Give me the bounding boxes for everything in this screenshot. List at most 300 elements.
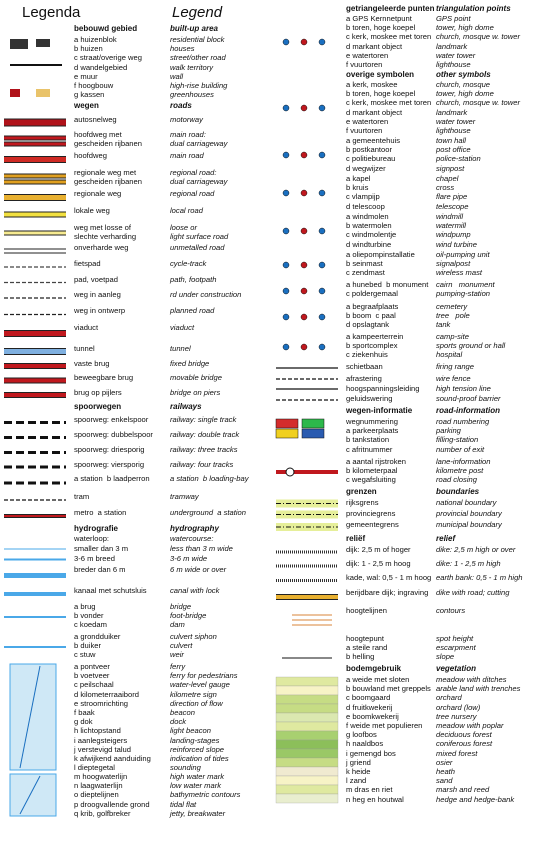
label-english-line: movable bridge xyxy=(170,373,222,382)
label-dutch-line: b tankstation xyxy=(346,435,390,445)
label-english xyxy=(436,606,556,615)
label-dutch xyxy=(74,445,170,454)
label-english xyxy=(170,290,272,299)
label-english-line: camp-site xyxy=(436,332,469,341)
legend-row-onverharde xyxy=(0,243,272,259)
label-english xyxy=(170,243,272,252)
symbol-graphic-dijk2 xyxy=(272,559,342,573)
label-english-line: triangulation points xyxy=(436,4,511,13)
label-english-line: town hall xyxy=(436,136,466,145)
label-dutch xyxy=(74,206,170,215)
label-dutch xyxy=(74,24,170,33)
label-dutch-line: f baak xyxy=(74,708,95,718)
label-english xyxy=(170,259,272,268)
label-dutch-line: e stroomrichting xyxy=(74,698,129,708)
label-dutch-line: g kassen xyxy=(74,90,105,100)
legend-symbol-kade xyxy=(272,573,346,588)
label-dutch-line: viaduct xyxy=(74,323,99,332)
label-english-line: railway: single track xyxy=(170,415,237,424)
label-english xyxy=(436,384,556,393)
symbol-graphic-kade xyxy=(272,573,342,588)
legend-symbol-duiker xyxy=(0,632,74,662)
label-dutch-line: hoogspanningsleiding xyxy=(346,384,420,393)
label-dutch-line: rijksgrens xyxy=(346,498,379,507)
label-english-line: spot height xyxy=(436,634,474,643)
legend-column-right xyxy=(272,4,556,805)
label-english-line: road-information xyxy=(436,406,500,415)
legend-row-bebouwd-items xyxy=(0,35,272,101)
symbol-graphic-hoog xyxy=(0,772,70,818)
label-english-line: osier xyxy=(436,757,453,767)
label-english-line: culvert siphon xyxy=(170,632,217,641)
legend-symbol-hoogsp xyxy=(272,384,346,394)
label-english-line: provincial boundary xyxy=(436,509,502,518)
label-dutch xyxy=(346,457,436,485)
label-english xyxy=(170,168,272,186)
label-dutch-line: m dras en riet xyxy=(346,785,393,795)
label-english-line: main road: xyxy=(170,130,206,139)
symbol-graphic-w2 xyxy=(0,554,70,565)
label-dutch xyxy=(74,430,170,439)
symbol-graphic-gemgr xyxy=(272,520,342,534)
label-english-line: landmark xyxy=(436,41,468,51)
label-dutch-line: 3-6 m breed xyxy=(74,554,115,563)
symbol-graphic-station xyxy=(0,474,70,492)
label-english xyxy=(170,306,272,315)
label-english-line: houses xyxy=(170,44,195,54)
symbol-graphic-kapel xyxy=(272,174,342,212)
label-english-line: landmark xyxy=(436,107,468,117)
label-english-line: road numbering xyxy=(436,417,490,426)
symbol-graphic-vaste-brug xyxy=(0,359,70,373)
label-dutch-line: b boom c paal xyxy=(346,311,396,321)
label-dutch-line: b voetveer xyxy=(74,671,110,681)
label-english-line: bathymetric contours xyxy=(170,790,241,800)
symbol-graphic-hoogsp xyxy=(272,384,342,394)
label-english-line: walk territory xyxy=(170,62,214,72)
label-english-line: hedge and hedge-bank xyxy=(436,794,515,804)
legend-symbol-kapel xyxy=(272,174,346,212)
label-dutch-line: k heide xyxy=(346,767,371,777)
label-dutch-line: b vonder xyxy=(74,611,104,621)
label-english xyxy=(436,457,556,485)
label-english-line: railway: double track xyxy=(170,430,240,439)
label-dutch xyxy=(74,151,170,160)
symbol-graphic-rail3 xyxy=(0,445,70,460)
label-dutch-line: c poldergemaal xyxy=(346,289,398,299)
label-dutch-line: berijdbare dijk; ingraving xyxy=(346,588,429,597)
label-dutch-line: c wegafsluiting xyxy=(346,475,396,485)
legend-symbol-prov xyxy=(272,509,346,520)
label-english-line: rd under construction xyxy=(170,290,242,299)
label-dutch-line: d windturbine xyxy=(346,239,392,249)
label-dutch-line: f vuurtoren xyxy=(346,126,383,136)
label-dutch xyxy=(346,664,436,673)
label-english-line: watermill xyxy=(436,221,466,231)
label-english-line: bridge xyxy=(170,602,192,611)
label-english xyxy=(436,212,556,249)
header-dutch: Legenda xyxy=(22,4,81,21)
label-dutch-line: spoorweg: driesporig xyxy=(74,445,145,454)
label-english-line: tramway xyxy=(170,492,199,501)
legend-row-dijk2 xyxy=(272,559,556,573)
label-dutch-line: l dieptegetal xyxy=(74,763,115,773)
label-english-line: dual carriageway xyxy=(170,139,228,149)
legend-symbol-hoog xyxy=(0,772,74,818)
label-dutch xyxy=(74,243,170,252)
label-english-line: GPS point xyxy=(436,14,471,23)
legend-symbol-hoogte xyxy=(272,606,346,634)
symbol-graphic-rail4 xyxy=(0,460,70,474)
symbol-graphic-pont xyxy=(0,662,70,772)
section-relief xyxy=(272,534,556,545)
label-dutch-line: c vlampijp xyxy=(346,192,380,202)
legend-row-trig-items xyxy=(272,14,556,70)
legend-symbol-hoogtepunt xyxy=(272,634,346,664)
label-english-line: deciduous forest xyxy=(436,730,492,740)
label-dutch-line: vaste brug xyxy=(74,359,110,368)
label-dutch-line: spoorweg: viersporig xyxy=(74,460,145,469)
legend-symbol-aanleg xyxy=(0,290,74,306)
label-dutch-line: spoorweg: enkelspoor xyxy=(74,415,149,424)
label-english-line: signpost xyxy=(436,163,465,173)
label-dutch-line: h lichtopstand xyxy=(74,726,121,736)
label-dutch xyxy=(346,634,436,662)
legend-symbol-fietspad xyxy=(0,259,74,275)
label-english-line: police-station xyxy=(436,154,481,164)
label-dutch-line: i aanlegsteigers xyxy=(74,735,128,745)
label-dutch xyxy=(346,174,436,211)
label-english xyxy=(170,35,272,99)
label-dutch xyxy=(74,306,170,315)
label-english xyxy=(170,130,272,148)
label-english-line: dike: 1 - 2,5 m high xyxy=(436,559,501,568)
legend-symbol-trig-items xyxy=(272,14,346,70)
label-english xyxy=(170,565,272,574)
legend-row-rail1 xyxy=(0,415,272,430)
label-english-line: water tower xyxy=(436,116,476,126)
label-dutch xyxy=(346,332,436,360)
label-english-line: regional road xyxy=(170,189,215,198)
label-dutch-line: o dieptelijnen xyxy=(74,790,119,800)
label-dutch-line: b huizen xyxy=(74,44,103,54)
legend-symbol-rail3 xyxy=(0,445,74,460)
label-dutch-line: regionale weg xyxy=(74,189,122,198)
label-dutch-line: b seinmast xyxy=(346,259,383,269)
legend-row-hunebed xyxy=(272,280,556,302)
label-english-line: water-level gauge xyxy=(170,680,230,690)
label-english-line: planned road xyxy=(170,306,215,315)
label-dutch xyxy=(74,415,170,424)
label-english-line: sounding xyxy=(170,763,201,773)
legend-row-afrast xyxy=(272,374,556,384)
label-english-line: low water mark xyxy=(170,781,222,791)
label-english-line: regional road: xyxy=(170,168,217,177)
label-english-line: wireless mast xyxy=(436,268,482,278)
label-english xyxy=(170,445,272,454)
legend-row-kanaal xyxy=(0,586,272,602)
legend-symbol-weginfo-items xyxy=(272,417,346,457)
label-english xyxy=(436,70,556,79)
label-english-line: flare pipe xyxy=(436,192,468,202)
label-dutch-line: waterloop: xyxy=(74,534,110,543)
label-english xyxy=(436,250,556,278)
label-english-line: orchard (low) xyxy=(436,702,481,712)
label-dutch-line: c windmolentje xyxy=(346,230,397,240)
label-dutch-line: metro a station xyxy=(74,508,127,517)
label-dutch xyxy=(346,417,436,454)
label-dutch-line: i gemengd bos xyxy=(346,748,396,758)
legend-row-hoofdweg-gesch xyxy=(0,130,272,151)
label-english-line: dual carriageway xyxy=(170,177,228,187)
label-english xyxy=(170,344,272,353)
legend-symbol-onverharde xyxy=(0,243,74,259)
label-english xyxy=(436,406,556,415)
symbol-graphic-duiker xyxy=(0,632,70,662)
label-dutch xyxy=(346,250,436,278)
label-dutch xyxy=(346,70,436,79)
legend-row-waterloop xyxy=(0,534,272,544)
label-dutch xyxy=(74,402,170,411)
label-english-line: sound-proof barrier xyxy=(436,394,501,403)
label-dutch-line: p droogvallende grond xyxy=(74,799,150,809)
label-english-line: church, mosque w. tower xyxy=(436,98,520,108)
label-english-line: firing range xyxy=(436,362,474,371)
label-dutch-line: hoogtepunt xyxy=(346,634,385,643)
label-dutch xyxy=(346,212,436,249)
label-dutch-line: a GPS Kernnetpunt xyxy=(346,14,412,23)
label-dutch-line: dijk: 2,5 m of hoger xyxy=(346,545,411,554)
label-dutch-line: fietspad xyxy=(74,259,101,268)
label-dutch xyxy=(74,662,170,772)
legend-symbol-regionale xyxy=(0,189,74,206)
label-english xyxy=(436,520,556,529)
legend-row-kade xyxy=(272,573,556,588)
label-dutch-line: e muur xyxy=(74,71,98,81)
legend-symbol-bodem xyxy=(272,664,346,675)
label-dutch-line: autosnelweg xyxy=(74,115,117,124)
label-english xyxy=(170,275,272,284)
label-english-line: less than 3 m wide xyxy=(170,544,233,553)
label-english-line: boundaries xyxy=(436,487,480,496)
label-dutch-line: grenzen xyxy=(346,487,377,496)
label-english-line: sand xyxy=(436,776,453,786)
label-dutch-line: hoogtelijnen xyxy=(346,606,387,615)
legend-symbol-gemgr xyxy=(272,520,346,534)
label-english-line: windmill xyxy=(436,212,464,221)
legend-symbol-grenzen xyxy=(272,487,346,498)
label-english-line: cross xyxy=(436,183,455,193)
label-dutch-line: weg in ontwerp xyxy=(74,306,126,315)
label-dutch-line: g dok xyxy=(74,717,93,727)
label-dutch-line: a weide met sloten xyxy=(346,675,410,684)
label-english-line: water tower xyxy=(436,50,476,60)
label-dutch xyxy=(74,524,170,533)
legend-symbol-regionale-gesch xyxy=(0,168,74,189)
label-dutch-line: smaller dan 3 m xyxy=(74,544,129,553)
label-dutch-line: wegnummering xyxy=(346,417,398,426)
label-english-line: signalpost xyxy=(436,259,471,269)
label-english-line: canal with lock xyxy=(170,586,220,595)
label-dutch-line: c kerk, moskee met toren xyxy=(346,98,432,108)
legend-column-left xyxy=(0,24,272,818)
label-dutch-line: c politiebureau xyxy=(346,154,396,164)
label-dutch-line: a oliepompinstallatie xyxy=(346,250,415,259)
label-dutch-line: brug op pijlers xyxy=(74,388,122,397)
legend-symbol-bodem-items xyxy=(272,675,346,805)
symbol-graphic-brug-items xyxy=(0,602,70,632)
legend-row-fietspad xyxy=(0,259,272,275)
label-english xyxy=(436,509,556,518)
label-dutch-line: a grondduiker xyxy=(74,632,121,641)
label-dutch xyxy=(74,115,170,124)
legend-row-regionale xyxy=(0,189,272,206)
label-dutch-line: a begraafplaats xyxy=(346,302,399,311)
symbol-graphic-ontwerp xyxy=(0,306,70,323)
legend-row-bodem-items xyxy=(272,675,556,805)
symbol-graphic-dijk1 xyxy=(272,545,342,559)
symbol-graphic-hoofdweg-gesch xyxy=(0,130,70,151)
label-dutch xyxy=(346,374,436,383)
label-dutch-line: gemeentegrens xyxy=(346,520,399,529)
label-dutch-line: c zendmast xyxy=(346,268,385,278)
label-dutch-line: a steile rand xyxy=(346,643,388,653)
section-wegen xyxy=(0,101,272,115)
label-english xyxy=(436,174,556,211)
legend-symbol-pad xyxy=(0,275,74,290)
legend-row-gemgr xyxy=(272,520,556,534)
label-english xyxy=(170,772,272,818)
legend-row-schiet xyxy=(272,362,556,374)
legend-row-rail3 xyxy=(0,445,272,460)
symbol-graphic-trig-items xyxy=(272,14,342,70)
symbol-graphic-regionale-gesch xyxy=(0,168,70,189)
label-english-line: number of exit xyxy=(436,444,485,454)
label-dutch xyxy=(346,406,436,415)
legend-symbol-spoorwegen xyxy=(0,402,74,415)
label-dutch xyxy=(346,588,436,597)
label-dutch xyxy=(74,565,170,574)
label-english-line: arable land with trenches xyxy=(436,684,521,694)
label-dutch-line: g loofbos xyxy=(346,730,377,740)
label-english-line: heath xyxy=(436,767,456,777)
label-dutch xyxy=(74,275,170,284)
label-english-line: ferry for pedestrians xyxy=(170,671,238,681)
label-english-line: path, footpath xyxy=(170,275,217,284)
label-english-line: parking xyxy=(436,426,461,436)
label-dutch-line: a brug xyxy=(74,602,96,611)
symbol-graphic-bodem-items xyxy=(272,675,342,805)
label-english xyxy=(170,662,272,772)
label-dutch-line: j verstevigd talud xyxy=(74,744,131,754)
label-english-line: jetty, breakwater xyxy=(170,808,226,818)
symbol-graphic-weg-losse xyxy=(0,223,70,243)
label-dutch-line: b postkantoor xyxy=(346,145,393,155)
label-dutch-line: hoofdweg xyxy=(74,151,107,160)
legend-row-hoogsp xyxy=(272,384,556,394)
label-dutch-line: regionale weg met xyxy=(74,168,137,177)
symbol-graphic-weginfo-items xyxy=(272,417,342,457)
label-english-line: church, mosque w. tower xyxy=(436,32,520,42)
label-dutch xyxy=(346,606,436,615)
label-dutch xyxy=(74,323,170,332)
label-english xyxy=(170,388,272,397)
symbol-graphic-berijdbare xyxy=(272,588,342,606)
label-dutch-line: e boomkwekerij xyxy=(346,711,399,721)
label-english xyxy=(436,394,556,403)
label-english-line: indication of tides xyxy=(170,754,229,764)
label-dutch-line: weg in aanleg xyxy=(74,290,121,299)
label-english-line: reinforced slope xyxy=(170,744,225,754)
legend-symbol-wegen xyxy=(0,101,74,115)
label-dutch-line: n laagwaterlijn xyxy=(74,781,123,791)
legend-symbol-metro xyxy=(0,508,74,524)
label-dutch-line: a station b laadperron xyxy=(74,474,150,483)
label-english xyxy=(170,544,272,553)
label-english xyxy=(170,115,272,124)
legend-symbol-schiet xyxy=(272,362,346,374)
label-dutch-line: a aantal rijstroken xyxy=(346,457,406,466)
legend-row-ontwerp xyxy=(0,306,272,323)
legend-row-berijdbare xyxy=(272,588,556,606)
label-english-line: motorway xyxy=(170,115,203,124)
legend-symbol-rijstrok xyxy=(272,457,346,487)
legend-row-weg-losse xyxy=(0,223,272,243)
label-dutch xyxy=(74,544,170,553)
label-dutch-line: k afwijkend aanduiding xyxy=(74,754,151,764)
label-english xyxy=(436,417,556,454)
label-dutch-line: l zand xyxy=(346,776,367,786)
label-english-line: hydrography xyxy=(170,524,219,533)
label-english-line: tree pole xyxy=(436,311,470,321)
label-english-line: 3-6 m wide xyxy=(170,554,208,563)
label-dutch-line: hoofdweg met xyxy=(74,130,122,139)
label-english-line: ferry xyxy=(170,662,186,671)
symbol-graphic-hunebed xyxy=(272,280,342,302)
label-english xyxy=(436,588,556,597)
legend-symbol-relief xyxy=(272,534,346,545)
legend-symbol-molen xyxy=(272,212,346,250)
legend-row-w2 xyxy=(0,554,272,565)
label-english xyxy=(436,136,556,173)
label-english-line: street/other road xyxy=(170,53,226,63)
label-dutch-line: beweegbare brug xyxy=(74,373,134,382)
symbol-graphic-lokale xyxy=(0,206,70,223)
label-english-line: high-rise building xyxy=(170,81,228,91)
label-english-line: church, mosque xyxy=(436,80,491,89)
legend-row-hoofdweg xyxy=(0,151,272,168)
label-english-line: dike: 2,5 m high or over xyxy=(436,545,516,554)
label-english-line: 6 m wide or over xyxy=(170,565,227,574)
header-english: Legend xyxy=(172,4,223,21)
label-dutch-line: onverharde weg xyxy=(74,243,129,252)
label-english xyxy=(170,189,272,198)
label-english-line: slope xyxy=(436,652,455,662)
label-dutch xyxy=(74,474,170,483)
symbol-graphic-rail2 xyxy=(0,430,70,445)
symbol-graphic-hoogtepunt xyxy=(272,634,342,664)
legend-symbol-hoofdweg-gesch xyxy=(0,130,74,151)
symbol-graphic-gem xyxy=(272,136,342,174)
legend-symbol-pijlers xyxy=(0,388,74,402)
legend-symbol-viaduct xyxy=(0,323,74,344)
legend-row-beweegbare xyxy=(0,373,272,388)
label-english xyxy=(436,498,556,507)
label-english-line: railway: four tracks xyxy=(170,460,234,469)
label-dutch-line: a windmolen xyxy=(346,212,389,221)
legend-row-viaduct xyxy=(0,323,272,344)
symbol-graphic-pad xyxy=(0,275,70,290)
